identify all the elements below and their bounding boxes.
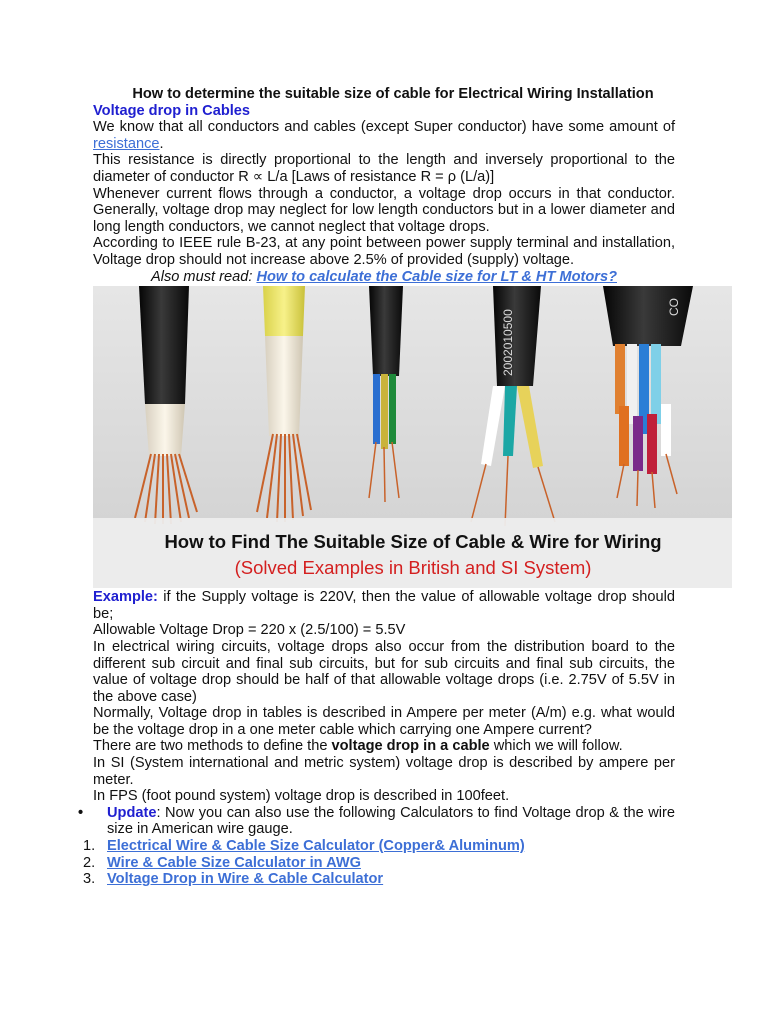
paragraph-text: There are two methods to define the <box>93 738 332 755</box>
cable-print-1: 2002010500 <box>501 309 515 377</box>
document-body <box>78 86 681 888</box>
paragraph-example <box>93 589 675 622</box>
example-label: Example: <box>93 589 158 606</box>
paragraph-law: This resistance is directly proportional to the length and inversely proportional to the diameter of conductor R ∝ L/a [Laws of resistance R = ρ (L/a)] <box>93 152 675 185</box>
calculator-link-copper-aluminum[interactable]: Electrical Wire & Cable Size Calculator (Copper& Aluminum) <box>107 838 525 855</box>
page-title: How to determine the suitable size of cable for Electrical Wiring Installation <box>132 86 654 102</box>
cables-illustration <box>93 286 732 588</box>
emphasis: voltage drop in a cable <box>331 738 490 755</box>
paragraph-fps: In FPS (foot pound system) voltage drop is described in 100feet. <box>93 788 510 805</box>
paragraph-si: In SI (System international and metric system) voltage drop is described by ampere per meter. <box>93 755 675 788</box>
list-item <box>83 871 675 888</box>
cable-print-2: CO <box>667 298 681 317</box>
section-heading: Voltage drop in Cables <box>93 102 251 119</box>
paragraph-ampere-per-meter: Normally, Voltage drop in tables is described in Ampere per meter (A/m) e.g. what would be the voltage drop in a one meter cable which carrying one Ampere current? <box>93 705 675 738</box>
resistance-link[interactable]: resistance <box>93 135 160 152</box>
paragraph-voltage-drop: Whenever current flows through a conductor, a voltage drop occurs in that conductor. Generally, voltage drop may neglect for low length conductors but in a lower diameter and long length conductors, we cannot neglect that voltage drops. <box>93 185 675 235</box>
paragraph-sub-circuits: In electrical wiring circuits, voltage drops also occur from the distribution board to the different sub circuit and final sub circuits, but for sub circuits and final sub circuits, the value of voltage drop should be half of that allowable voltage drops (i.e. 2.75V of 5.5V in the above case) <box>93 638 675 705</box>
calculator-list <box>83 838 675 888</box>
update-item <box>78 804 675 838</box>
hero-subheadline: (Solved Examples in British and SI System) <box>234 557 592 579</box>
paragraph-two-methods <box>93 738 675 755</box>
calculator-link-voltage-drop[interactable]: Voltage Drop in Wire & Cable Calculator <box>107 871 384 888</box>
update-text: : Now you can also use the following Calculators to find Voltage drop & the wire size in American wire gauge. <box>107 804 675 838</box>
also-read <box>93 269 675 286</box>
list-item <box>83 854 675 872</box>
list-number: 1. <box>83 838 96 855</box>
list-item <box>83 838 675 855</box>
list-number: 3. <box>83 871 96 888</box>
hero-image <box>93 286 732 588</box>
list-number: 2. <box>83 854 96 871</box>
hero-headline: How to Find The Suitable Size of Cable & Wire for Wiring <box>164 531 662 553</box>
example-text: if the Supply voltage is 220V, then the value of allowable voltage drop should be; <box>93 589 675 622</box>
paragraph-punctuation: . <box>159 135 164 152</box>
paragraph-text: which we will follow. <box>489 738 623 755</box>
update-label: Update <box>107 804 157 821</box>
formula-line: Allowable Voltage Drop = 220 x (2.5/100) = 5.5V <box>93 622 406 639</box>
also-read-label: Also must read: <box>150 268 257 285</box>
paragraph-text: We know that all conductors and cables (except Super conductor) have some amount of <box>93 119 675 136</box>
also-read-link[interactable]: How to calculate the Cable size for LT & HT Motors? <box>256 268 617 285</box>
paragraph-ieee: According to IEEE rule B-23, at any point between power supply terminal and installation, Voltage drop should not increase above 2.5% of provided (supply) voltage. <box>93 235 675 268</box>
paragraph-resistance <box>93 119 675 152</box>
calculator-link-awg[interactable]: Wire & Cable Size Calculator in AWG <box>107 854 361 871</box>
bullet-icon: • <box>78 804 84 821</box>
update-list <box>78 804 675 838</box>
